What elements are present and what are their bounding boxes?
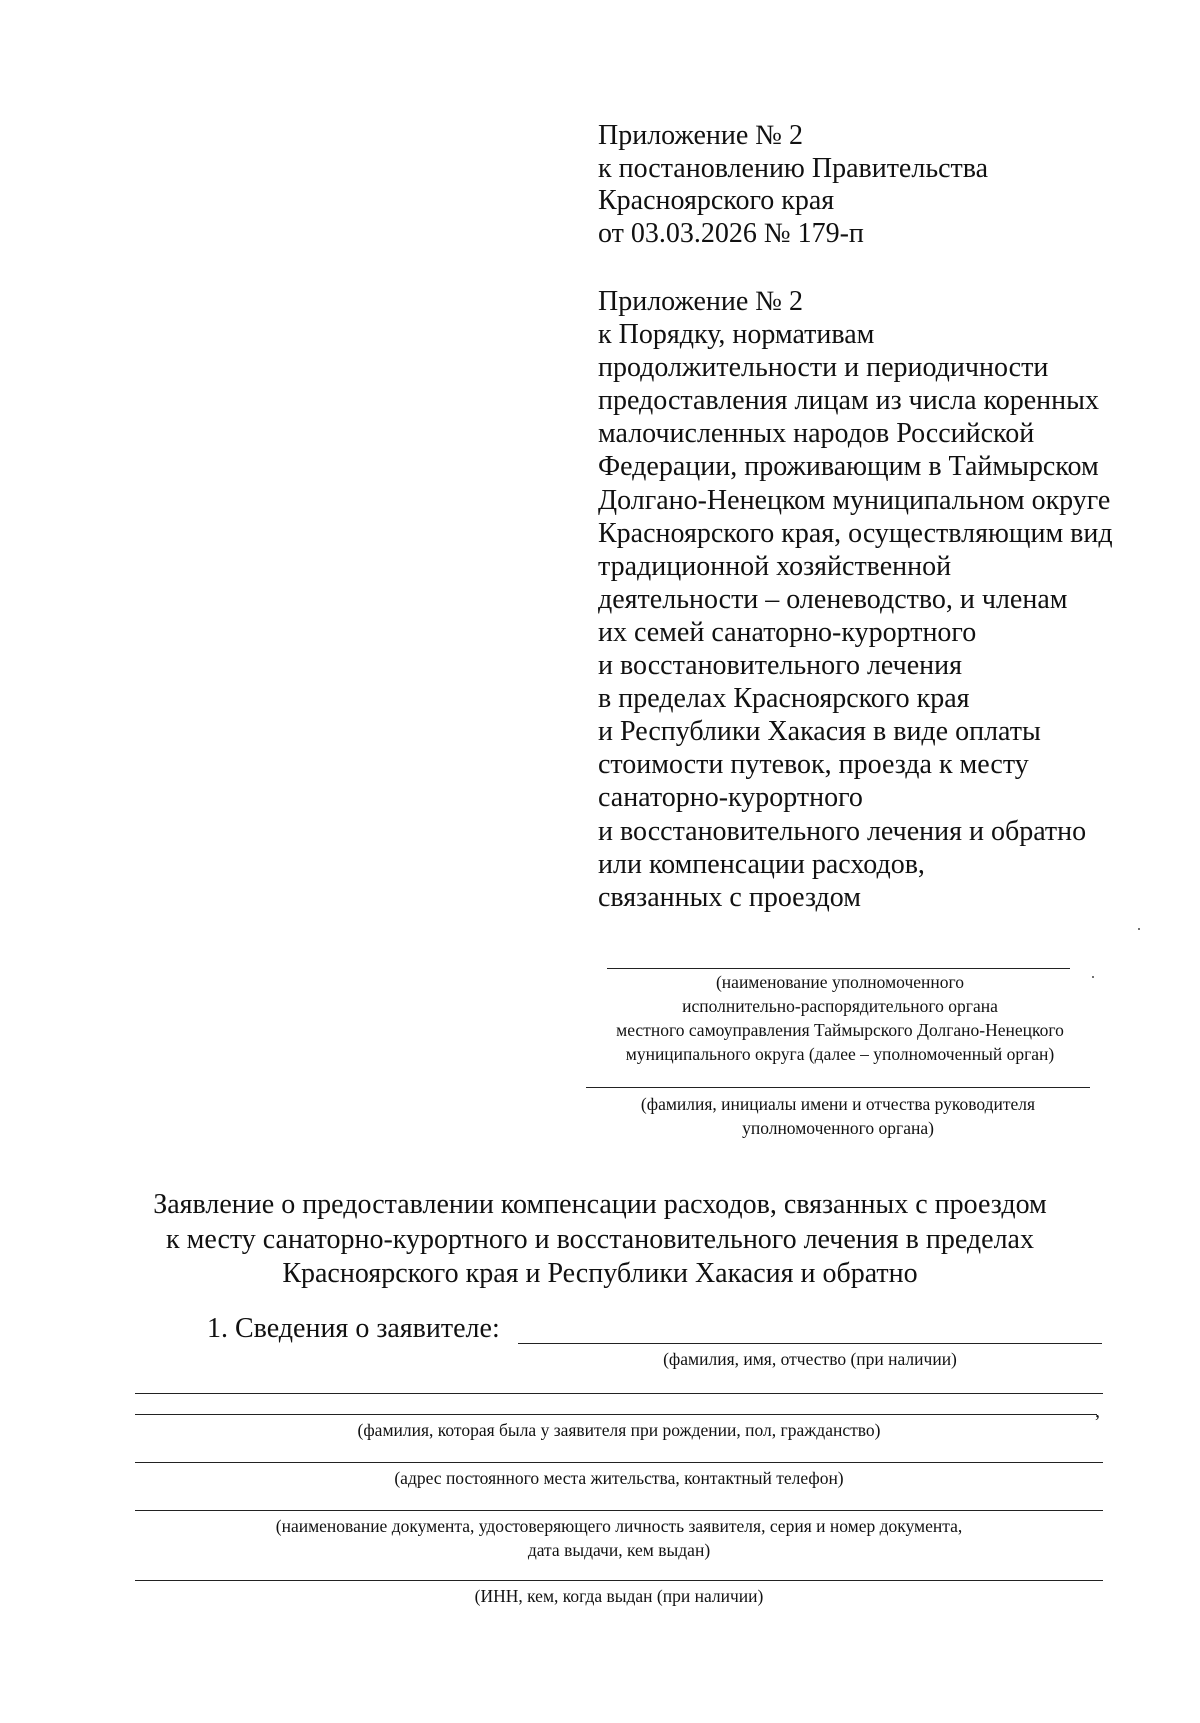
head-caption-line: (фамилия, инициалы имени и отчества руководителя [640,1094,1036,1114]
inn-line[interactable] [135,1580,1103,1581]
appendix-order-line: Долгано-Ненецком муниципальном округе [598,484,1111,516]
authority-name-line[interactable] [607,968,1070,969]
applicant-name-line[interactable] [518,1343,1102,1344]
authority-caption-line: муниципального округа (далее – уполномоченный орган) [625,1044,1055,1064]
appendix-order-line: и восстановительного лечения [598,650,962,682]
appendix-order-line: к Порядку, нормативам [598,319,875,351]
authority-caption [560,970,1120,1066]
appendix-order-line: стоимости путевок, проезда к месту [598,749,1029,781]
birth-name-caption: (фамилия, которая была у заявителя при рождении, пол, гражданство) [357,1420,881,1440]
appendix-main-line: от 03.03.2026 № 179-п [598,217,864,249]
authority-head-line[interactable] [586,1087,1090,1088]
authority-caption-line: (наименование уполномоченного [715,972,965,992]
birth-name-line[interactable] [135,1414,1097,1415]
application-title [100,1188,1100,1292]
appendix-order-line: малочисленных народов Российской [598,418,1035,450]
appendix-main-line: Красноярского края [598,185,835,216]
head-caption-line: уполномоченного органа) [742,1118,934,1138]
appendix-order-line: продолжительности и периодичности [598,352,1049,384]
appendix-order-line: традиционной хозяйственной [598,550,952,582]
appendix-order-header [598,285,1113,914]
appendix-order-line: Приложение № 2 [598,286,803,317]
address-line[interactable] [135,1462,1103,1463]
full-name-caption: (фамилия, имя, отчество (при наличии) [663,1349,957,1369]
applicant-section-label: 1. Сведения о заявителе: [207,1313,500,1344]
appendix-order-line: связанных с проездом [598,881,861,913]
appendix-order-line: в пределах Красноярского края [598,683,970,715]
authority-caption-line: местного самоуправления Таймырского Долгано-Ненецкого [616,1020,1064,1040]
id-document-caption-2: дата выдачи, кем выдан) [527,1540,711,1560]
scan-speck [1138,928,1140,930]
appendix-order-line: их семей санаторно-курортного [598,616,977,648]
appendix-order-line: Красноярского края, осуществляющим вид [598,517,1113,549]
head-caption [586,1092,1090,1140]
appendix-order-line: деятельности – оленеводство, и членам [598,583,1068,615]
title-line: к месту санаторно-курортного и восстановительного лечения в пределах [166,1223,1034,1255]
title-line: Красноярского края и Республики Хакасия и обратно [282,1258,918,1289]
inn-caption: (ИНН, кем, когда выдан (при наличии) [474,1586,764,1606]
appendix-main-line: к постановлению Правительства [598,152,989,184]
appendix-order-line: Федерации, проживающим в Таймырском [598,451,1099,483]
appendix-main-header [598,120,988,250]
appendix-order-line: и Республики Хакасия в виде оплаты [598,716,1041,748]
id-document-line[interactable] [135,1510,1103,1511]
trailing-comma: , [1095,1400,1100,1422]
appendix-main-line: Приложение № 2 [598,120,803,151]
appendix-order-line: и восстановительного лечения и обратно [598,815,1087,847]
applicant-info-line[interactable] [135,1393,1103,1394]
authority-caption-line: исполнительно-распорядительного органа [682,996,998,1016]
appendix-order-line: или компенсации расходов, [598,848,925,880]
appendix-order-line: санаторно-курортного [598,782,863,814]
id-document-caption-1: (наименование документа, удостоверяющего личность заявителя, серия и номер документа, [275,1516,963,1536]
appendix-order-line: предоставления лицам из числа коренных [598,385,1099,417]
title-line: Заявление о предоставлении компенсации расходов, связанных с проездом [153,1189,1047,1220]
address-caption: (адрес постоянного места жительства, контактный телефон) [394,1468,844,1488]
